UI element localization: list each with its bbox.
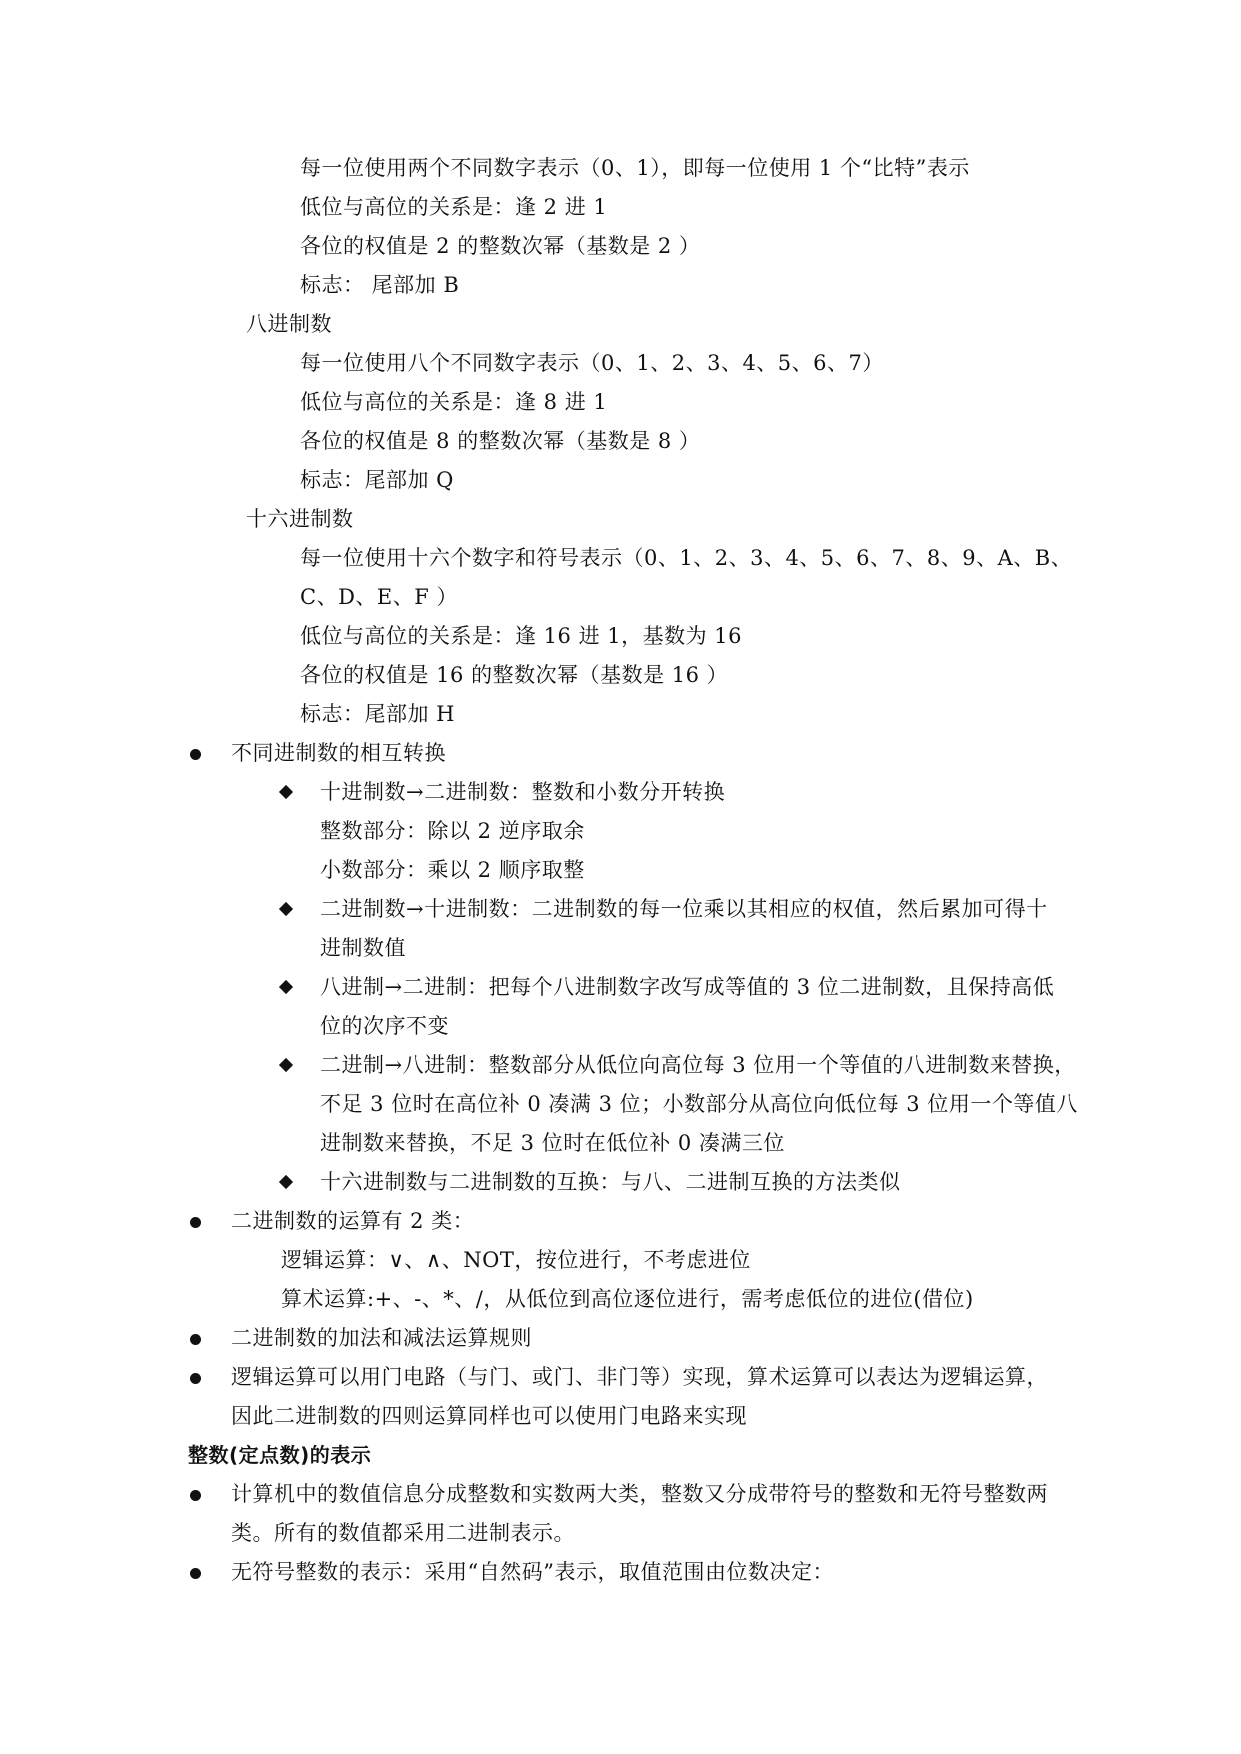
hex-title: 十六进制数 [246,507,354,531]
bullet-icon [190,1490,201,1501]
bin-to-dec-b: 进制数值 [320,936,406,960]
binary-line-3: 各位的权值是 2 的整数次幂（基数是 2 ） [300,234,701,258]
diamond-bullet-icon [279,785,293,799]
bin-to-oct-b: 不足 3 位时在高位补 0 凑满 3 位；小数部分从高位向低位每 3 位用一个等值八 [320,1092,1078,1116]
diamond-bullet-icon [279,1058,293,1072]
ops-logic: 逻辑运算：∨、∧、NOT，按位进行，不考虑进位 [281,1248,751,1272]
dec-to-bin: 十进制数→二进制数：整数和小数分开转换 [320,780,726,804]
bullet-icon [190,1334,201,1345]
binary-line-2: 低位与高位的关系是：逢 2 进 1 [300,195,608,219]
ops-arith: 算术运算:+、-、*、/，从低位到高位逐位进行，需考虑低位的进位(借位) [281,1287,974,1311]
integer-heading: 整数(定点数)的表示 [188,1443,372,1467]
octal-title: 八进制数 [246,312,332,336]
ops-title: 二进制数的运算有 2 类： [231,1209,475,1233]
hex-line-1b: C、D、E、F ） [300,585,458,609]
diamond-bullet-icon [279,980,293,994]
binary-line-4: 标志： 尾部加 B [300,273,460,297]
oct-to-bin-a: 八进制→二进制：把每个八进制数字改写成等值的 3 位二进制数，且保持高低 [320,975,1055,999]
dec-int-part: 整数部分：除以 2 逆序取余 [320,819,585,843]
bullet-icon [190,1217,201,1228]
bullet-icon [190,1568,201,1579]
binary-line-1: 每一位使用两个不同数字表示（0、1），即每一位使用 1 个“比特”表示 [300,156,970,180]
hex-line-4: 标志：尾部加 H [300,702,455,726]
numeric-line-a: 计算机中的数值信息分成整数和实数两大类，整数又分成带符号的整数和无符号整数两 [231,1482,1048,1506]
add-sub-rules: 二进制数的加法和减法运算规则 [231,1326,532,1350]
numeric-line-b: 类。所有的数值都采用二进制表示。 [231,1521,575,1545]
conversion-title: 不同进制数的相互转换 [231,741,446,765]
bin-to-oct-c: 进制数来替换，不足 3 位时在低位补 0 凑满三位 [320,1131,785,1155]
gates-line-a: 逻辑运算可以用门电路（与门、或门、非门等）实现，算术运算可以表达为逻辑运算， [231,1365,1048,1389]
dec-frac-part: 小数部分：乘以 2 顺序取整 [320,858,585,882]
oct-to-bin-b: 位的次序不变 [320,1014,449,1038]
hex-bin-interchange: 十六进制数与二进制数的互换：与八、二进制互换的方法类似 [320,1170,901,1194]
octal-line-4: 标志：尾部加 Q [300,468,454,492]
octal-line-3: 各位的权值是 8 的整数次幂（基数是 8 ） [300,429,701,453]
gates-line-b: 因此二进制数的四则运算同样也可以使用门电路来实现 [231,1404,747,1428]
bin-to-oct-a: 二进制→八进制：整数部分从低位向高位每 3 位用一个等值的八进制数来替换， [320,1053,1076,1077]
bullet-icon [190,1373,201,1384]
diamond-bullet-icon [279,902,293,916]
octal-line-1: 每一位使用八个不同数字表示（0、1、2、3、4、5、6、7） [300,351,884,375]
unsigned-line: 无符号整数的表示：采用“自然码”表示，取值范围由位数决定： [231,1560,834,1584]
hex-line-1a: 每一位使用十六个数字和符号表示（0、1、2、3、4、5、6、7、8、9、A、B、 [300,546,1073,570]
bullet-icon [190,749,201,760]
bin-to-dec-a: 二进制数→十进制数：二进制数的每一位乘以其相应的权值，然后累加可得十 [320,897,1048,921]
hex-line-3: 各位的权值是 16 的整数次幂（基数是 16 ） [300,663,729,687]
hex-line-2: 低位与高位的关系是：逢 16 进 1，基数为 16 [300,624,743,648]
octal-line-2: 低位与高位的关系是：逢 8 进 1 [300,390,608,414]
diamond-bullet-icon [279,1175,293,1189]
